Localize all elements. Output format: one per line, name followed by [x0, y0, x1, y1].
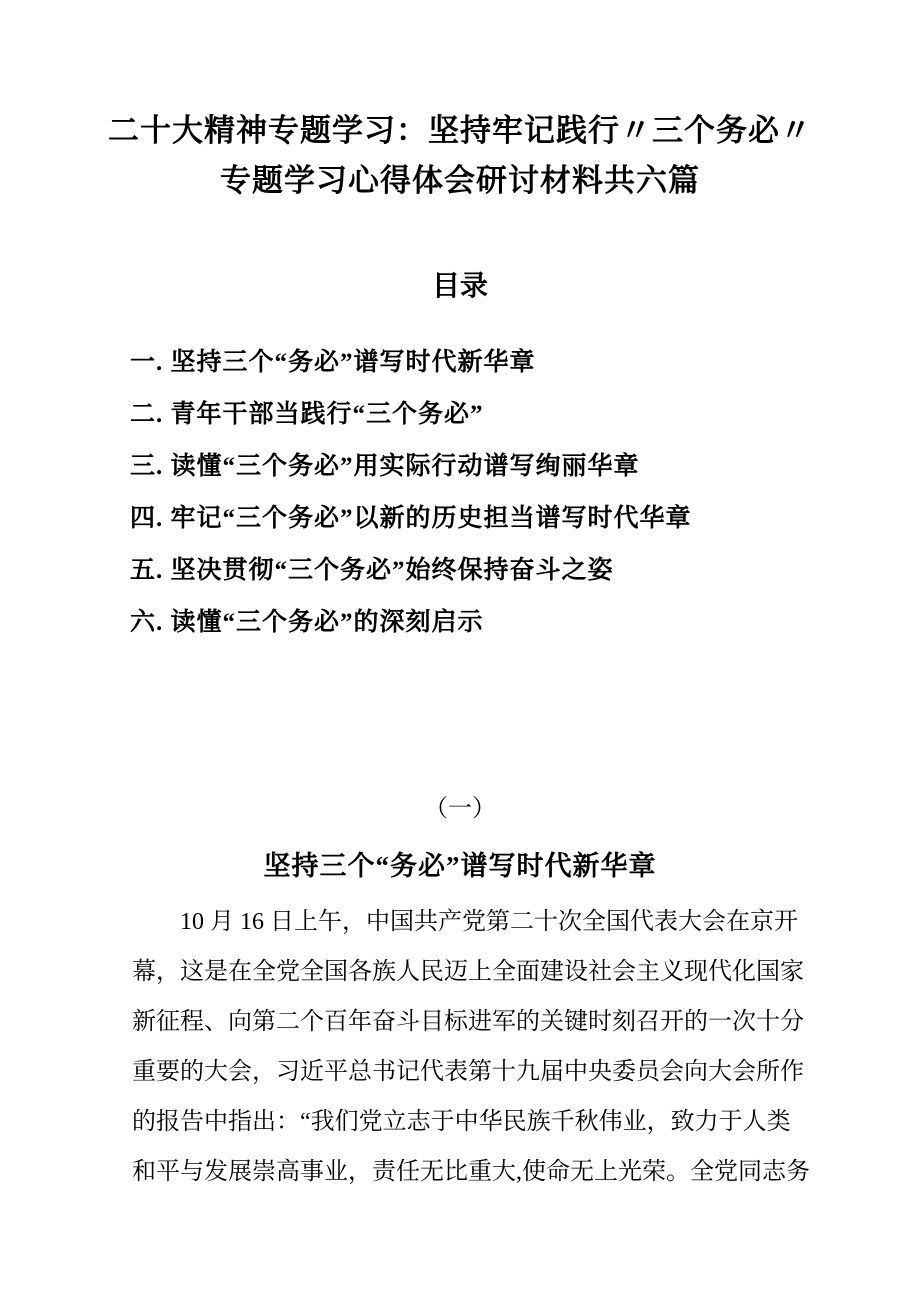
toc-item-4: 四. 牢记“三个务必”以新的历史担当谱写时代华章	[130, 505, 692, 532]
document-title	[0, 0, 920, 206]
body-line-3: 新征程、向第二个百年奋斗目标进军的关键时刻召开的一次十分	[132, 1009, 804, 1035]
toc-item-1: 一. 坚持三个“务必”谱写时代新华章	[130, 349, 536, 376]
body-line-1: 10 月 16 日上午，中国共产党第二十次全国代表大会在京开	[180, 909, 798, 935]
toc-list	[130, 337, 790, 649]
document-title-line2: 专题学习心得体会研讨材料共六篇	[220, 163, 700, 198]
body-line-5: 的报告中指出：“我们党立志于中华民族千秋伟业，致力于人类	[132, 1109, 791, 1135]
body-line-2: 幕，这是在全党全国各族人民迈上全面建设社会主义现代化国家	[132, 959, 804, 985]
toc-item-6: 六. 读懂“三个务必”的深刻启示	[130, 609, 484, 636]
section-number: （一）	[424, 796, 496, 822]
toc-heading: 目录	[431, 270, 488, 301]
section-title: 坚持三个“务必”谱写时代新华章	[263, 851, 657, 881]
body-paragraph	[132, 897, 810, 1197]
toc-item-3: 三. 读懂“三个务必”用实际行动谱写绚丽华章	[130, 453, 640, 480]
toc-item-2: 二. 青年干部当践行“三个务必”	[130, 401, 484, 428]
toc-item-5: 五. 坚决贯彻“三个务必”始终保持奋斗之姿	[130, 557, 614, 584]
body-line-6: 和平与发展崇高事业，责任无比重大,使命无上光荣。全党同志务	[132, 1159, 810, 1185]
body-line-4: 重要的大会，习近平总书记代表第十九届中央委员会向大会所作	[132, 1059, 804, 1085]
document-title-line1: 二十大精神专题学习：坚持牢记践行〃三个务必〃	[108, 113, 812, 148]
